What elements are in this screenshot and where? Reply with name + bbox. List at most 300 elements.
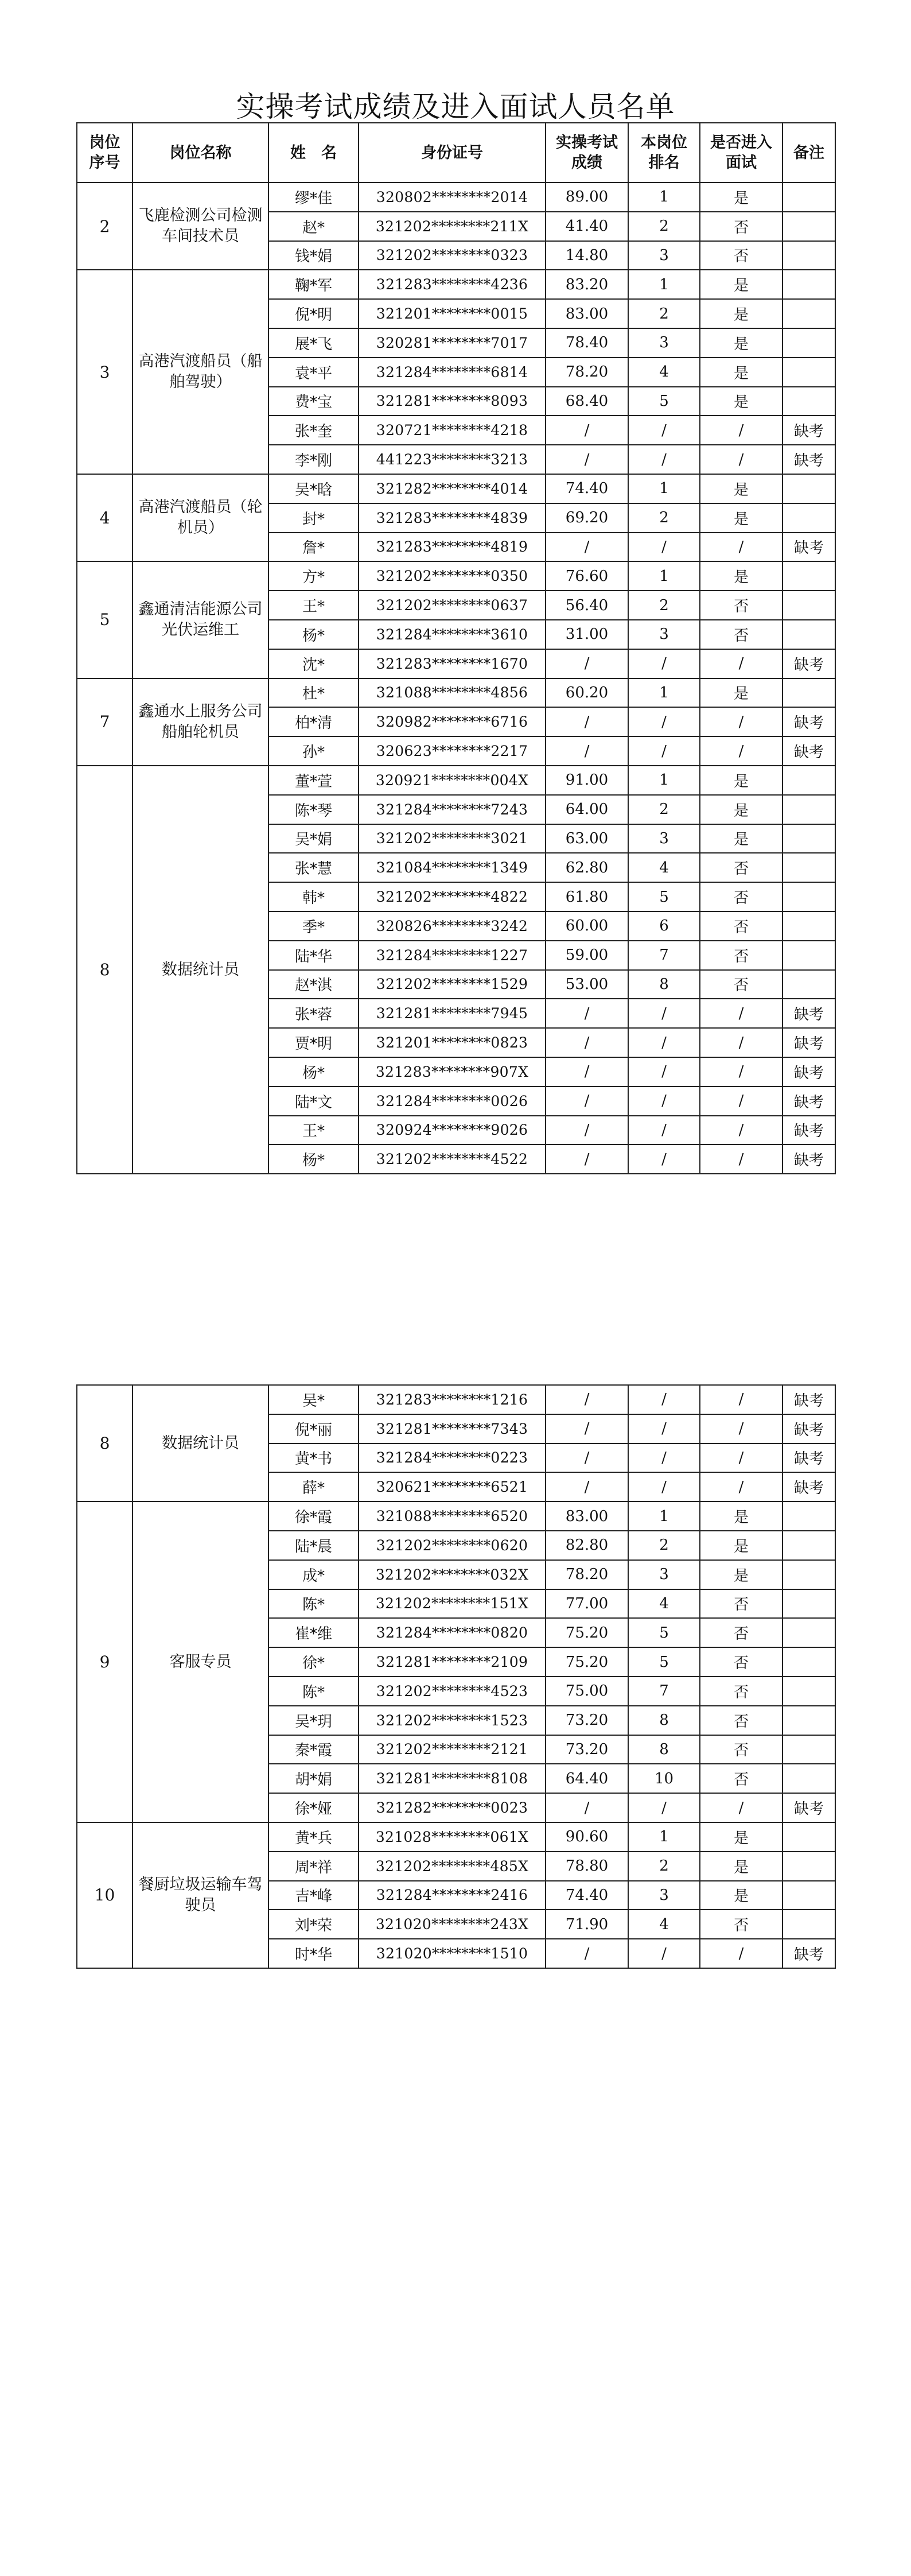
id-number: 320921********004X	[359, 766, 546, 795]
rank: 5	[628, 1618, 700, 1647]
table-row	[77, 678, 835, 708]
exam-score: /	[546, 1385, 628, 1414]
exam-score: 64.40	[546, 1764, 628, 1793]
id-number: 441223********3213	[359, 445, 546, 474]
exam-score: 90.60	[546, 1822, 628, 1852]
remark	[782, 503, 835, 533]
candidate-name: 张*蓉	[268, 999, 359, 1028]
remark	[782, 1502, 835, 1531]
remark	[782, 591, 835, 620]
interview-status: 否	[700, 1677, 782, 1706]
candidate-name: 崔*维	[268, 1618, 359, 1647]
exam-score: 75.00	[546, 1677, 628, 1706]
remark	[782, 1910, 835, 1939]
exam-score: 61.80	[546, 882, 628, 911]
candidate-name: 倪*明	[268, 299, 359, 328]
remark: 缺考	[782, 1444, 835, 1473]
id-number: 321028********061X	[359, 1822, 546, 1852]
candidate-name: 费*宝	[268, 387, 359, 416]
candidate-name: 陆*华	[268, 941, 359, 970]
id-number: 320621********6521	[359, 1472, 546, 1502]
candidate-name: 吴*玥	[268, 1706, 359, 1735]
interview-status: /	[700, 1087, 782, 1116]
rank: 8	[628, 970, 700, 999]
id-number: 321284********2416	[359, 1881, 546, 1910]
remark	[782, 824, 835, 854]
interview-status: 是	[700, 678, 782, 708]
rank: /	[628, 1472, 700, 1502]
interview-status: 是	[700, 328, 782, 358]
candidate-name: 张*奎	[268, 416, 359, 445]
id-number: 321284********6814	[359, 358, 546, 387]
remark: 缺考	[782, 649, 835, 678]
exam-score: /	[546, 445, 628, 474]
remark	[782, 1706, 835, 1735]
rank: 6	[628, 911, 700, 941]
rank: 3	[628, 824, 700, 854]
interview-status: /	[700, 445, 782, 474]
id-number: 321284********0820	[359, 1618, 546, 1647]
interview-status: /	[700, 1472, 782, 1502]
rank: 1	[628, 474, 700, 503]
rank: /	[628, 533, 700, 562]
exam-score: /	[546, 416, 628, 445]
exam-score: 75.20	[546, 1647, 628, 1677]
candidate-name: 张*慧	[268, 853, 359, 882]
interview-status: /	[700, 416, 782, 445]
interview-status: 是	[700, 474, 782, 503]
id-number: 321202********4822	[359, 882, 546, 911]
exam-score: 83.00	[546, 1502, 628, 1531]
id-number: 321202********0350	[359, 561, 546, 591]
rank: /	[628, 707, 700, 736]
exam-score: 53.00	[546, 970, 628, 999]
rank: /	[628, 736, 700, 766]
position-no: 9	[77, 1502, 133, 1822]
interview-status: /	[700, 1444, 782, 1473]
id-number: 320623********2217	[359, 736, 546, 766]
interview-status: 否	[700, 941, 782, 970]
remark: 缺考	[782, 1087, 835, 1116]
interview-status: /	[700, 1414, 782, 1444]
remark	[782, 970, 835, 999]
position-no: 10	[77, 1822, 133, 1968]
exam-score: /	[546, 1116, 628, 1145]
candidate-name: 袁*平	[268, 358, 359, 387]
candidate-name: 沈*	[268, 649, 359, 678]
remark	[782, 387, 835, 416]
interview-status: 否	[700, 1618, 782, 1647]
exam-score: 64.00	[546, 795, 628, 824]
exam-score: 14.80	[546, 241, 628, 270]
exam-score: 89.00	[546, 183, 628, 212]
remark: 缺考	[782, 1414, 835, 1444]
exam-score: 68.40	[546, 387, 628, 416]
remark: 缺考	[782, 707, 835, 736]
exam-score: 78.80	[546, 1852, 628, 1881]
id-number: 321084********1349	[359, 853, 546, 882]
candidate-name: 成*	[268, 1560, 359, 1589]
remark	[782, 1560, 835, 1589]
exam-score: 60.00	[546, 911, 628, 941]
rank: 1	[628, 270, 700, 299]
table-row	[77, 766, 835, 795]
rank: 1	[628, 678, 700, 708]
rank: 3	[628, 241, 700, 270]
exam-score: 76.60	[546, 561, 628, 591]
candidate-name: 徐*娅	[268, 1793, 359, 1822]
candidate-name: 陈*	[268, 1677, 359, 1706]
rank: 1	[628, 183, 700, 212]
candidate-name: 陈*	[268, 1589, 359, 1619]
id-number: 321283********4236	[359, 270, 546, 299]
id-number: 321088********4856	[359, 678, 546, 708]
position-name: 数据统计员	[133, 1385, 268, 1502]
remark: 缺考	[782, 1472, 835, 1502]
header-interview: 是否进入 面试	[700, 123, 782, 183]
rank: /	[628, 1028, 700, 1057]
table-body-part-1	[77, 183, 835, 1174]
rank: 2	[628, 212, 700, 241]
id-number: 321284********1227	[359, 941, 546, 970]
exam-score: 74.40	[546, 474, 628, 503]
exam-score: 74.40	[546, 1881, 628, 1910]
candidate-name: 杨*	[268, 1057, 359, 1087]
candidate-name: 薛*	[268, 1472, 359, 1502]
interview-status: 否	[700, 853, 782, 882]
remark	[782, 1764, 835, 1793]
id-number: 320924********9026	[359, 1116, 546, 1145]
interview-status: /	[700, 999, 782, 1028]
exam-score: /	[546, 1087, 628, 1116]
rank: 2	[628, 591, 700, 620]
position-no: 4	[77, 474, 133, 561]
results-table-part-1	[76, 122, 836, 1174]
interview-status: 是	[700, 299, 782, 328]
rank: 5	[628, 882, 700, 911]
id-number: 321282********4014	[359, 474, 546, 503]
exam-score: 78.20	[546, 1560, 628, 1589]
id-number: 321283********4819	[359, 533, 546, 562]
candidate-name: 陆*文	[268, 1087, 359, 1116]
remark	[782, 1822, 835, 1852]
remark	[782, 678, 835, 708]
interview-status: 是	[700, 824, 782, 854]
candidate-name: 封*	[268, 503, 359, 533]
interview-status: /	[700, 1385, 782, 1414]
remark: 缺考	[782, 1116, 835, 1145]
position-name: 客服专员	[133, 1502, 268, 1822]
position-no: 7	[77, 678, 133, 766]
remark	[782, 212, 835, 241]
rank: 8	[628, 1735, 700, 1764]
exam-score: 78.40	[546, 328, 628, 358]
interview-status: 否	[700, 1706, 782, 1735]
exam-score: 60.20	[546, 678, 628, 708]
interview-status: 是	[700, 183, 782, 212]
interview-status: 是	[700, 358, 782, 387]
id-number: 321202********0323	[359, 241, 546, 270]
rank: 5	[628, 1647, 700, 1677]
candidate-name: 陈*琴	[268, 795, 359, 824]
interview-status: 否	[700, 970, 782, 999]
id-number: 321202********3021	[359, 824, 546, 854]
rank: 2	[628, 299, 700, 328]
candidate-name: 杨*	[268, 620, 359, 649]
position-name: 餐厨垃圾运输车驾驶员	[133, 1822, 268, 1968]
interview-status: 是	[700, 1531, 782, 1560]
interview-status: 是	[700, 1852, 782, 1881]
rank: /	[628, 1414, 700, 1444]
exam-score: 71.90	[546, 1910, 628, 1939]
interview-status: 否	[700, 882, 782, 911]
interview-status: /	[700, 533, 782, 562]
header-rank: 本岗位 排名	[628, 123, 700, 183]
id-number: 320982********6716	[359, 707, 546, 736]
remark: 缺考	[782, 1385, 835, 1414]
remark	[782, 795, 835, 824]
exam-score: 83.00	[546, 299, 628, 328]
candidate-name: 倪*丽	[268, 1414, 359, 1444]
rank: 1	[628, 1822, 700, 1852]
remark	[782, 1852, 835, 1881]
remark	[782, 1677, 835, 1706]
position-name: 高港汽渡船员（轮机员）	[133, 474, 268, 561]
interview-status: 是	[700, 1502, 782, 1531]
rank: 3	[628, 620, 700, 649]
candidate-name: 赵*	[268, 212, 359, 241]
remark	[782, 941, 835, 970]
position-name: 数据统计员	[133, 766, 268, 1174]
id-number: 321202********485X	[359, 1852, 546, 1881]
page-title: 实操考试成绩及进入面试人员名单	[236, 90, 675, 123]
id-number: 321202********032X	[359, 1560, 546, 1589]
rank: /	[628, 1145, 700, 1174]
exam-score: /	[546, 1472, 628, 1502]
table-row	[77, 561, 835, 591]
rank: 3	[628, 328, 700, 358]
position-no: 8	[77, 766, 133, 1174]
exam-score: 75.20	[546, 1618, 628, 1647]
candidate-name: 钱*娟	[268, 241, 359, 270]
remark: 缺考	[782, 1939, 835, 1968]
remark	[782, 1647, 835, 1677]
id-number: 321020********1510	[359, 1939, 546, 1968]
remark: 缺考	[782, 736, 835, 766]
rank: 7	[628, 941, 700, 970]
candidate-name: 吴*晗	[268, 474, 359, 503]
header-remark: 备注	[782, 123, 835, 183]
exam-score: 78.20	[546, 358, 628, 387]
remark	[782, 766, 835, 795]
candidate-name: 詹*	[268, 533, 359, 562]
exam-score: 31.00	[546, 620, 628, 649]
candidate-name: 孙*	[268, 736, 359, 766]
exam-score: 82.80	[546, 1531, 628, 1560]
table-row	[77, 474, 835, 503]
exam-score: /	[546, 736, 628, 766]
remark	[782, 270, 835, 299]
interview-status: 否	[700, 1910, 782, 1939]
exam-score: /	[546, 1939, 628, 1968]
interview-status: /	[700, 649, 782, 678]
interview-status: /	[700, 1939, 782, 1968]
rank: 3	[628, 1560, 700, 1589]
interview-status: /	[700, 1793, 782, 1822]
table-row	[77, 1822, 835, 1852]
rank: /	[628, 1385, 700, 1414]
id-number: 321283********1216	[359, 1385, 546, 1414]
interview-status: 否	[700, 1735, 782, 1764]
candidate-name: 秦*霞	[268, 1735, 359, 1764]
header-name: 姓 名	[268, 123, 359, 183]
table-row	[77, 1502, 835, 1531]
id-number: 320721********4218	[359, 416, 546, 445]
rank: /	[628, 1939, 700, 1968]
interview-status: 否	[700, 591, 782, 620]
remark	[782, 358, 835, 387]
exam-score: /	[546, 1028, 628, 1057]
remark: 缺考	[782, 999, 835, 1028]
exam-score: 63.00	[546, 824, 628, 854]
interview-status: 是	[700, 561, 782, 591]
candidate-name: 刘*荣	[268, 1910, 359, 1939]
id-number: 321283********907X	[359, 1057, 546, 1087]
id-number: 321020********243X	[359, 1910, 546, 1939]
exam-score: 62.80	[546, 853, 628, 882]
id-number: 321088********6520	[359, 1502, 546, 1531]
id-number: 321282********0023	[359, 1793, 546, 1822]
exam-score: 69.20	[546, 503, 628, 533]
id-number: 320281********7017	[359, 328, 546, 358]
exam-score: /	[546, 533, 628, 562]
id-number: 321202********1523	[359, 1706, 546, 1735]
candidate-name: 展*飞	[268, 328, 359, 358]
exam-score: /	[546, 1444, 628, 1473]
remark: 缺考	[782, 1057, 835, 1087]
id-number: 321202********0637	[359, 591, 546, 620]
interview-status: 否	[700, 1764, 782, 1793]
candidate-name: 时*华	[268, 1939, 359, 1968]
remark	[782, 882, 835, 911]
candidate-name: 胡*娟	[268, 1764, 359, 1793]
position-no: 5	[77, 561, 133, 678]
rank: 4	[628, 1589, 700, 1619]
candidate-name: 方*	[268, 561, 359, 591]
table-row	[77, 183, 835, 212]
exam-score: 91.00	[546, 766, 628, 795]
candidate-name: 缪*佳	[268, 183, 359, 212]
position-name: 飞鹿检测公司检测车间技术员	[133, 183, 268, 270]
rank: 4	[628, 853, 700, 882]
remark	[782, 328, 835, 358]
id-number: 321202********211X	[359, 212, 546, 241]
interview-status: 是	[700, 270, 782, 299]
candidate-name: 鞠*军	[268, 270, 359, 299]
candidate-name: 董*萱	[268, 766, 359, 795]
id-number: 321281********8108	[359, 1764, 546, 1793]
interview-status: 是	[700, 766, 782, 795]
id-number: 321202********1529	[359, 970, 546, 999]
candidate-name: 黄*兵	[268, 1822, 359, 1852]
candidate-name: 徐*霞	[268, 1502, 359, 1531]
exam-score: 73.20	[546, 1706, 628, 1735]
remark	[782, 1618, 835, 1647]
candidate-name: 杜*	[268, 678, 359, 708]
interview-status: 是	[700, 503, 782, 533]
id-number: 321284********0026	[359, 1087, 546, 1116]
remark	[782, 241, 835, 270]
candidate-name: 贾*明	[268, 1028, 359, 1057]
header-position-name: 岗位名称	[133, 123, 268, 183]
rank: /	[628, 999, 700, 1028]
table-body-part-2	[77, 1385, 835, 1968]
remark	[782, 561, 835, 591]
candidate-name: 柏*清	[268, 707, 359, 736]
candidate-name: 吴*娟	[268, 824, 359, 854]
rank: 1	[628, 766, 700, 795]
candidate-name: 王*	[268, 591, 359, 620]
id-number: 321284********3610	[359, 620, 546, 649]
candidate-name: 吉*峰	[268, 1881, 359, 1910]
interview-status: 是	[700, 1881, 782, 1910]
id-number: 321202********0620	[359, 1531, 546, 1560]
id-number: 321202********4523	[359, 1677, 546, 1706]
exam-score: 56.40	[546, 591, 628, 620]
id-number: 321201********0015	[359, 299, 546, 328]
rank: 8	[628, 1706, 700, 1735]
rank: 7	[628, 1677, 700, 1706]
interview-status: /	[700, 1028, 782, 1057]
candidate-name: 李*刚	[268, 445, 359, 474]
position-name: 高港汽渡船员（船舶驾驶）	[133, 270, 268, 474]
remark	[782, 1531, 835, 1560]
interview-status: 否	[700, 212, 782, 241]
rank: 5	[628, 387, 700, 416]
id-number: 321281********2109	[359, 1647, 546, 1677]
candidate-name: 杨*	[268, 1145, 359, 1174]
candidate-name: 徐*	[268, 1647, 359, 1677]
exam-score: /	[546, 649, 628, 678]
candidate-name: 黄*书	[268, 1444, 359, 1473]
id-number: 320802********2014	[359, 183, 546, 212]
remark	[782, 299, 835, 328]
interview-status: /	[700, 1057, 782, 1087]
exam-score: /	[546, 1793, 628, 1822]
interview-status: 否	[700, 620, 782, 649]
remark: 缺考	[782, 533, 835, 562]
remark	[782, 911, 835, 941]
rank: 4	[628, 1910, 700, 1939]
candidate-name: 季*	[268, 911, 359, 941]
remark: 缺考	[782, 445, 835, 474]
rank: 2	[628, 1852, 700, 1881]
remark	[782, 1735, 835, 1764]
id-number: 321284********7243	[359, 795, 546, 824]
position-no: 8	[77, 1385, 133, 1502]
rank: /	[628, 416, 700, 445]
remark: 缺考	[782, 1145, 835, 1174]
remark	[782, 853, 835, 882]
rank: 4	[628, 358, 700, 387]
rank: /	[628, 1793, 700, 1822]
header-exam-score: 实操考试 成绩	[546, 123, 628, 183]
interview-status: 否	[700, 1647, 782, 1677]
candidate-name: 韩*	[268, 882, 359, 911]
candidate-name: 吴*	[268, 1385, 359, 1414]
position-no: 3	[77, 270, 133, 474]
exam-score: /	[546, 999, 628, 1028]
